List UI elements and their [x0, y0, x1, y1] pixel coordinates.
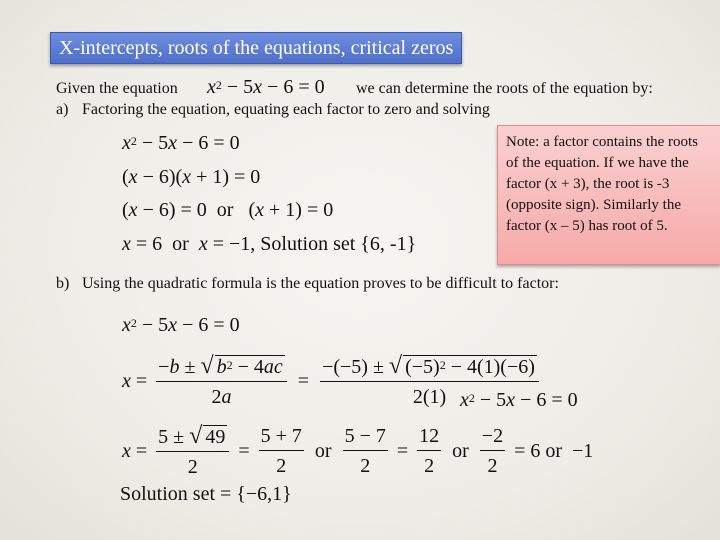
intro-after: we can determine the roots of the equation by:: [356, 80, 653, 97]
a-line-3: (x − 6) = 0 or (x + 1) = 0: [122, 199, 334, 221]
part-b-marker: b): [56, 275, 70, 292]
b-or-3: or: [545, 440, 563, 462]
overlap-equation: $x^2 - 5x - 6 = 0$: [460, 389, 578, 411]
b-or-2: or: [452, 440, 469, 462]
slide-title: X-intercepts, roots of the equations, critical zeros: [50, 32, 462, 64]
simplification-line: x = $\frac{5 \pm √ 49}{2}$ = $\frac{5 + 7}{2}$ or $\frac{5 - 7}{2}$ = $\frac{12}{2}$ or $\frac{-2}{2}$ = 6 or −1: [122, 423, 594, 478]
part-b-text: Using the quadratic formula is the equation proves to be difficult to factor:: [82, 275, 559, 292]
a-line-1: $x^2 - 5x - 6 = 0$: [122, 132, 240, 154]
quadratic-formula: x = $\frac{-b \pm √ b^2 - 4ac}{2a}$ = $\frac{-(-5) \pm √ (-5)^2 - 4(1)(-6)}{2(1)}$: [122, 354, 539, 409]
intro-before: Given the equation: [56, 80, 178, 97]
b-or-1: or: [314, 440, 332, 462]
note-box: Note: a factor contains the roots of the equation. If we have the factor (x + 3), the root is -3 (opposite sign). Similarly the factor (x – 5) has root of 5.: [497, 125, 720, 265]
a-line-2: (x − 6)(x + 1) = 0: [122, 166, 261, 188]
a-or-2: or: [172, 233, 189, 255]
part-a-marker: a): [56, 101, 69, 118]
a-or: or: [216, 199, 234, 221]
b-solution-set: Solution set = {−6,1}: [120, 483, 292, 505]
part-a-text: Factoring the equation, equating each factor to zero and solving: [82, 101, 490, 118]
a-solution-label: Solution set {6, -1}: [260, 233, 417, 255]
b-equation: $x^2 - 5x - 6 = 0$: [122, 314, 240, 336]
intro-equation: $x^2 - 5x - 6 = 0$: [207, 76, 325, 98]
a-line-4: x = 6 or x = −1, Solution set {6, -1}: [122, 233, 417, 255]
